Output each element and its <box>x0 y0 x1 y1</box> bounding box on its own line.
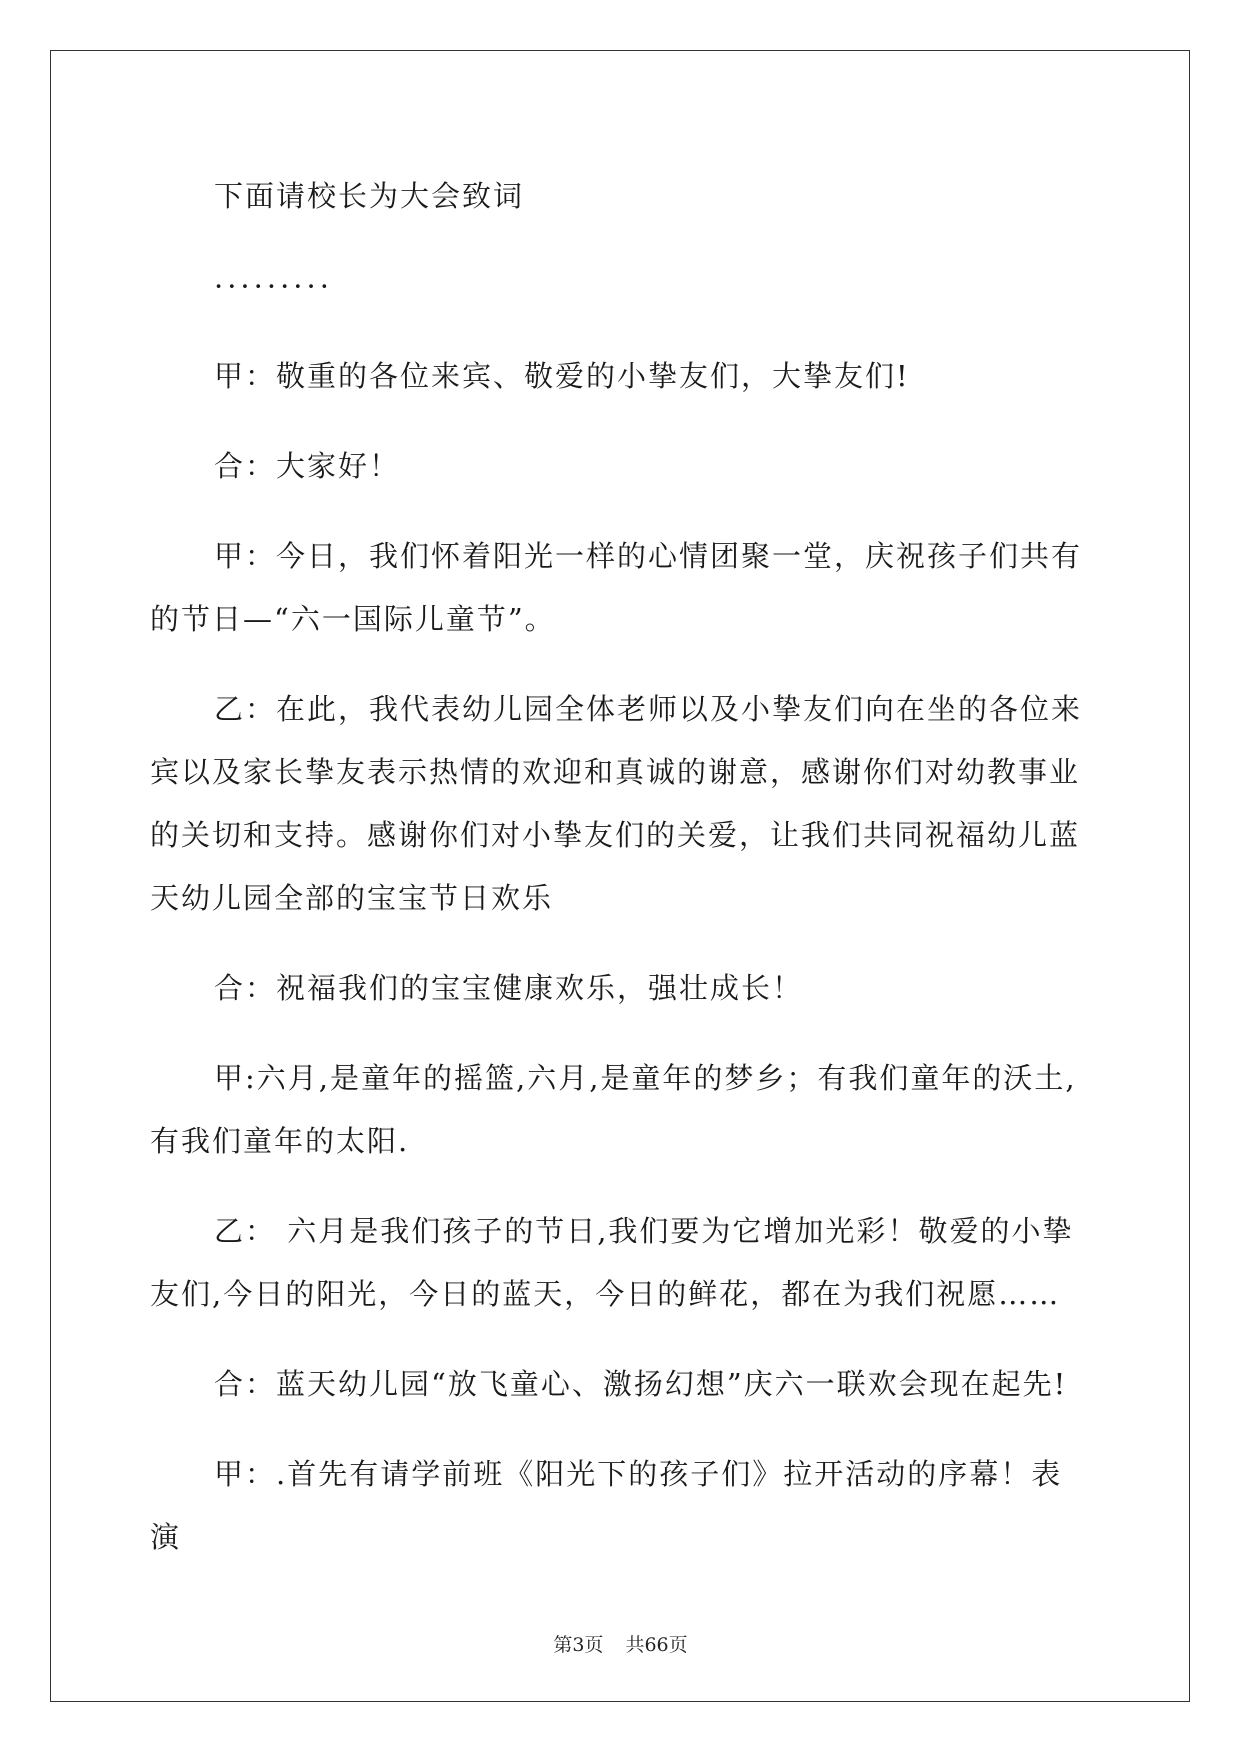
page-total: 共66页 <box>625 1634 688 1656</box>
paragraph-ellipsis: ········· <box>214 269 333 303</box>
paragraph-childrens-day: 甲：今日，我们怀着阳光一样的心情团聚一堂，庆祝孩子们共有的节日—“六一国际儿童节”。 <box>150 539 1083 636</box>
paragraph-june-festival: 乙： 六月是我们孩子的节日,我们要为它增加光彩！敬爱的小挚友们,今日的阳光，今日的蓝天，今日的鲜花，都在为我们祝愿…… <box>150 1214 1074 1311</box>
page-footer <box>0 1630 1241 1657</box>
page-number: 第3页 <box>553 1634 604 1656</box>
document-body <box>150 165 1090 1596</box>
paragraph-principal-speech: 下面请校长为大会致词 <box>214 179 525 213</box>
paragraph-hello-all: 合：大家好！ <box>214 449 401 483</box>
paragraph-june-cradle: 甲:六月,是童年的摇篮,六月,是童年的梦乡；有我们童年的沃土,有我们童年的太阳. <box>150 1061 1077 1158</box>
paragraph-blessing: 合：祝福我们的宝宝健康欢乐，强壮成长！ <box>214 971 804 1005</box>
paragraph-party-start: 合：蓝天幼儿园“放飞童心、激扬幻想”庆六一联欢会现在起先! <box>214 1367 1068 1401</box>
paragraph-welcome-yi: 乙：在此，我代表幼儿园全体老师以及小挚友们向在坐的各位来宾以及家长挚友表示热情的欢迎和真诚的谢意，感谢你们对幼教事业的关切和支持。感谢你们对小挚友们的关爱，让我们共同祝福幼儿蓝天幼儿园全部的宝宝节日欢乐 <box>150 692 1083 915</box>
paragraph-greeting-jia: 甲：敬重的各位来宾、敬爱的小挚友们，大挚友们! <box>214 359 910 393</box>
paragraph-first-performance: 甲：.首先有请学前班《阳光下的孩子们》拉开活动的序幕！表演 <box>150 1457 1063 1554</box>
